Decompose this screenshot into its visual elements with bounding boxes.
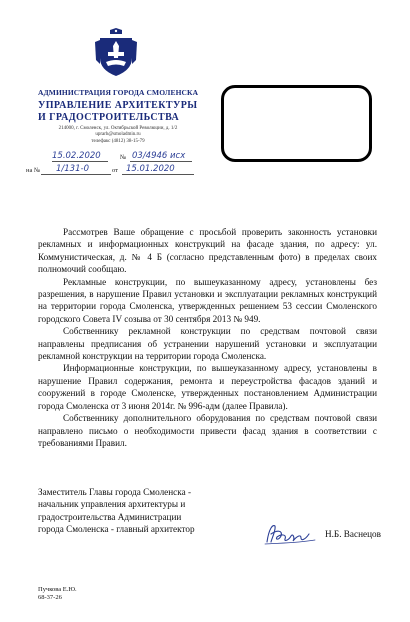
date-underline xyxy=(52,161,108,162)
letter-body xyxy=(38,226,377,449)
reference-prefix: на № xyxy=(26,167,41,174)
number-underline xyxy=(130,161,192,162)
reference-from: от xyxy=(112,167,119,174)
paragraph-4: Информационные конструкции, по вышеуказанному адресу, установлены в нарушение Правил содержания, ремонта и переустройства фасадов зданий и сооружений в городе Смоленске, утвержденных постановлением Администрации города Смоленска от 3 июня 2014г. № 996-адм (далее Правила). xyxy=(38,363,377,411)
reference-registration xyxy=(26,165,196,176)
paragraph-3: Собственнику рекламной конструкции по средствам почтовой связи направлены предписания об устранении нарушений установки и эксплуатации рекламной конструкции на территории города Смоленска. xyxy=(38,326,377,362)
paragraph-2: Рекламные конструкции, по вышеуказанному адресу, установлены без разрешения, в нарушение Правил установки и эксплуатации рекламных конструкций на территории города Смоленска, утвержденных решением 53 сессии Смоленского городского Совета IV созыва от 30 сентября 2013 № 949. xyxy=(38,276,377,324)
outgoing-date: 15.02.2020 xyxy=(52,151,101,161)
executor-info xyxy=(38,586,77,602)
handwritten-signature xyxy=(263,520,318,548)
reference-date: 15.01.2020 xyxy=(126,164,175,174)
department-title-line2: И ГРАДОСТРОИТЕЛЬСТВА xyxy=(38,112,180,123)
position-line1: Заместитель Главы города Смоленска - xyxy=(38,487,192,497)
number-prefix: № xyxy=(120,154,127,161)
executor-phone: 68-37-26 xyxy=(38,594,62,601)
administration-title: АДМИНИСТРАЦИЯ ГОРОДА СМОЛЕНСКА xyxy=(38,88,199,97)
reference-number-underline xyxy=(41,174,111,175)
position-line4: города Смоленска - главный архитектор xyxy=(38,524,195,535)
executor-name: Пучкова Е.Ю. xyxy=(38,586,77,593)
address-telefax: телефакс (4812) 38-15-79 xyxy=(91,138,145,144)
address-street: 214000, г. Смоленск, ул. Октябрьской Революции, д. 1/2 xyxy=(58,126,178,131)
city-coat-of-arms-icon xyxy=(94,28,138,78)
position-line3: градостроительства Администрации xyxy=(38,511,182,522)
redacted-recipient-box xyxy=(221,85,372,162)
address-email: uprarh@smoladmin.ru xyxy=(95,132,141,138)
department-title-line1: УПРАВЛЕНИЕ АРХИТЕКТУРЫ xyxy=(38,100,198,111)
outgoing-number: 03/4946 исх xyxy=(132,151,186,161)
outgoing-registration xyxy=(52,152,192,163)
letterhead-address xyxy=(38,126,198,145)
signatory-position xyxy=(38,486,228,536)
paragraph-5: Собственнику дополнительного оборудования по средствам почтовой связи направлено письмо о необходимости привести фасад здания в соответствии с требованиями Правил. xyxy=(38,413,377,448)
position-line2: начальник управления архитектуры и xyxy=(38,499,186,510)
paragraph-1: Рассмотрев Ваше обращение с просьбой проверить законность установки рекламных и информационных конструкций на фасаде здания, по адресу: ул. Коммунистическая, д. № 4 Б (согласно представленным фото) в пределах своих полномочий сообщаю. xyxy=(38,227,377,275)
signer-name: Н.Б. Васнецов xyxy=(325,529,381,539)
reference-date-underline xyxy=(122,174,194,175)
department-title xyxy=(38,100,197,124)
reference-number: 1/131-0 xyxy=(56,164,89,174)
